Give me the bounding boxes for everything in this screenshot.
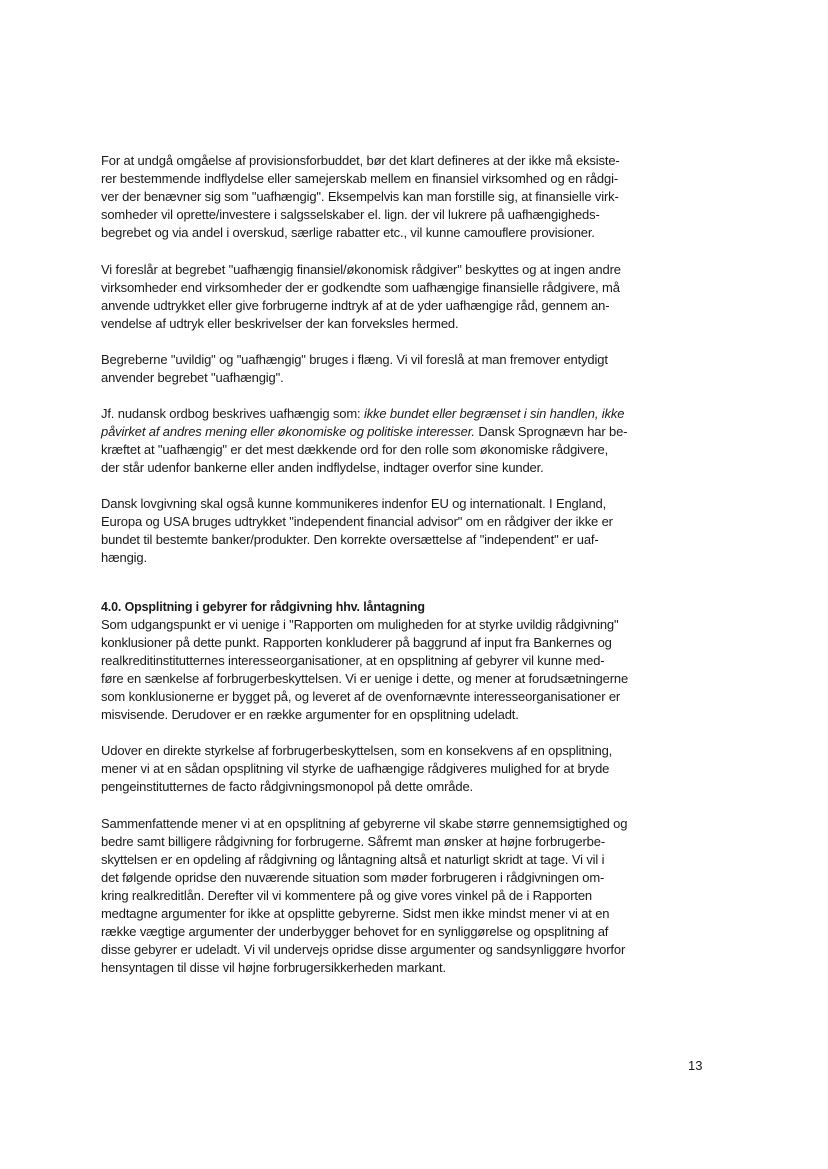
text-line: virksomheder end virksomheder der er godkendte som uafhængige finansielle rådgivere, må: [101, 280, 620, 295]
text-line: somheder vil oprette/investere i salgsselskaber el. lign. der vil lukrere på uafhængigheds-: [101, 207, 600, 222]
section-heading: 4.0. Opsplitning i gebyrer for rådgivning hhv. låntagning: [101, 600, 425, 614]
text-line: anvender begrebet "uafhængig".: [101, 370, 284, 385]
text-line: [101, 405, 713, 423]
text-line: føre en sænkelse af forbrugerbeskyttelsen. Vi er uenige i dette, og mener at forudsætningerne: [101, 671, 629, 686]
text-line: der står udenfor bankerne eller anden indflydelse, indtager overfor sine kunder.: [101, 460, 544, 475]
text-line: rer bestemmende indflydelse eller samejerskab mellem en finansiel virksomhed og en rådgi-: [101, 171, 619, 186]
text-line: misvisende. Derudover er en række argumenter for en opsplitning udeladt.: [101, 707, 519, 722]
text-line: medtagne argumenter for ikke at opsplitte gebyrerne. Sidst men ikke mindst mener vi at en: [101, 906, 610, 921]
text-line: bundet til bestemte banker/produkter. Den korrekte oversættelse af "independent" er uaf-: [101, 532, 599, 547]
text-line: bedre samt billigere rådgivning for forbrugerne. Såfremt man ønsker at højne forbrugerbe-: [101, 834, 606, 849]
text-line: ver der benævner sig som "uafhængig". Eksempelvis kan man forstille sig, at finansielle virk-: [101, 189, 619, 204]
text-line: begrebet og via andel i overskud, særlige rabatter etc., vil kunne camouflere provisioner.: [101, 225, 595, 240]
text-line: det følgende opridse den nuværende situation som møder forbrugeren i rådgivningen om-: [101, 870, 605, 885]
definition-quote: påvirket af andres mening eller økonomiske og politiske interesser.: [101, 424, 475, 439]
section-heading-4-0: [101, 598, 713, 616]
text-line: realkreditinstitutternes interesseorganisationer, at en opsplitning af gebyrer vil kunne med-: [101, 653, 605, 668]
text-line: skyttelsen er en opdeling af rådgivning og låntagning altså et naturligt skridt at tage. Vi vil i: [101, 852, 605, 867]
text-line: Sammenfattende mener vi at en opsplitning af gebyrerne vil skabe større gennemsigtighed og: [101, 816, 628, 831]
paragraph-terminology: [101, 351, 713, 387]
text-line: kring realkreditlån. Derefter vil vi kommentere på og give vores vinkel på de i Rapporten: [101, 888, 593, 903]
text-line: [101, 423, 713, 441]
text-fragment: Dansk Sprognævn har be-: [474, 424, 628, 439]
text-line: række vægtige argumenter der underbygger behovet for en synliggørelse og opsplitning af: [101, 924, 609, 939]
text-line: vendelse af udtryk eller beskrivelser der kan forveksles hermed.: [101, 316, 459, 331]
text-fragment: Jf. nudansk ordbog beskrives uafhængig som:: [101, 406, 364, 421]
text-line: hængig.: [101, 550, 147, 565]
text-line: kræftet at "uafhængig" er det mest dækkende ord for den rolle som økonomiske rådgivere,: [101, 442, 609, 457]
text-line: disse gebyrer er udeladt. Vi vil undervejs opridse disse argumenter og sandsynliggøre hvorfor: [101, 942, 626, 957]
paragraph-monopoly: [101, 742, 713, 796]
text-line: Europa og USA bruges udtrykket "independent financial advisor" om en rådgiver der ikke er: [101, 514, 613, 529]
paragraph-starting-point: [101, 616, 713, 724]
text-line: mener vi at en sådan opsplitning vil styrke de uafhængige rådgiveres mulighed for at bryde: [101, 761, 610, 776]
paragraph-dictionary-definition: [101, 405, 713, 477]
text-line: For at undgå omgåelse af provisionsforbuddet, bør det klart defineres at der ikke må eksiste-: [101, 153, 620, 168]
text-line: anvende udtrykket eller give forbrugerne indtryk af at de yder uafhængige råd, gennem an-: [101, 298, 610, 313]
paragraph-protected-term: [101, 261, 713, 333]
text-line: hensyntagen til disse vil højne forbrugersikkerheden markant.: [101, 960, 446, 975]
page-number: 13: [688, 1058, 703, 1073]
text-line: Begreberne "uvildig" og "uafhængig" bruges i flæng. Vi vil foreslå at man fremover entydigt: [101, 352, 608, 367]
text-line: Vi foreslår at begrebet "uafhængig finansiel/økonomisk rådgiver" beskyttes og at ingen andre: [101, 262, 621, 277]
definition-quote: ikke bundet eller begrænset i sin handlen, ikke: [363, 406, 625, 421]
text-line: Udover en direkte styrkelse af forbrugerbeskyttelsen, som en konsekvens af en opsplitning,: [101, 743, 613, 758]
text-line: Dansk lovgivning skal også kunne kommunikeres indenfor EU og internationalt. I England,: [101, 496, 607, 511]
paragraph-provision-ban: [101, 152, 713, 242]
paragraph-international: [101, 495, 713, 567]
text-line: konklusioner på dette punkt. Rapporten konkluderer på baggrund af input fra Bankernes og: [101, 635, 612, 650]
text-line: som konklusionerne er bygget på, og leveret af de ovenfornævnte interesseorganisationer er: [101, 689, 621, 704]
paragraph-summary: [101, 815, 713, 977]
text-line: Som udgangspunkt er vi uenige i "Rapporten om muligheden for at styrke uvildig rådgivning": [101, 617, 619, 632]
text-line: pengeinstitutternes de facto rådgivningsmonopol på dette område.: [101, 779, 473, 794]
